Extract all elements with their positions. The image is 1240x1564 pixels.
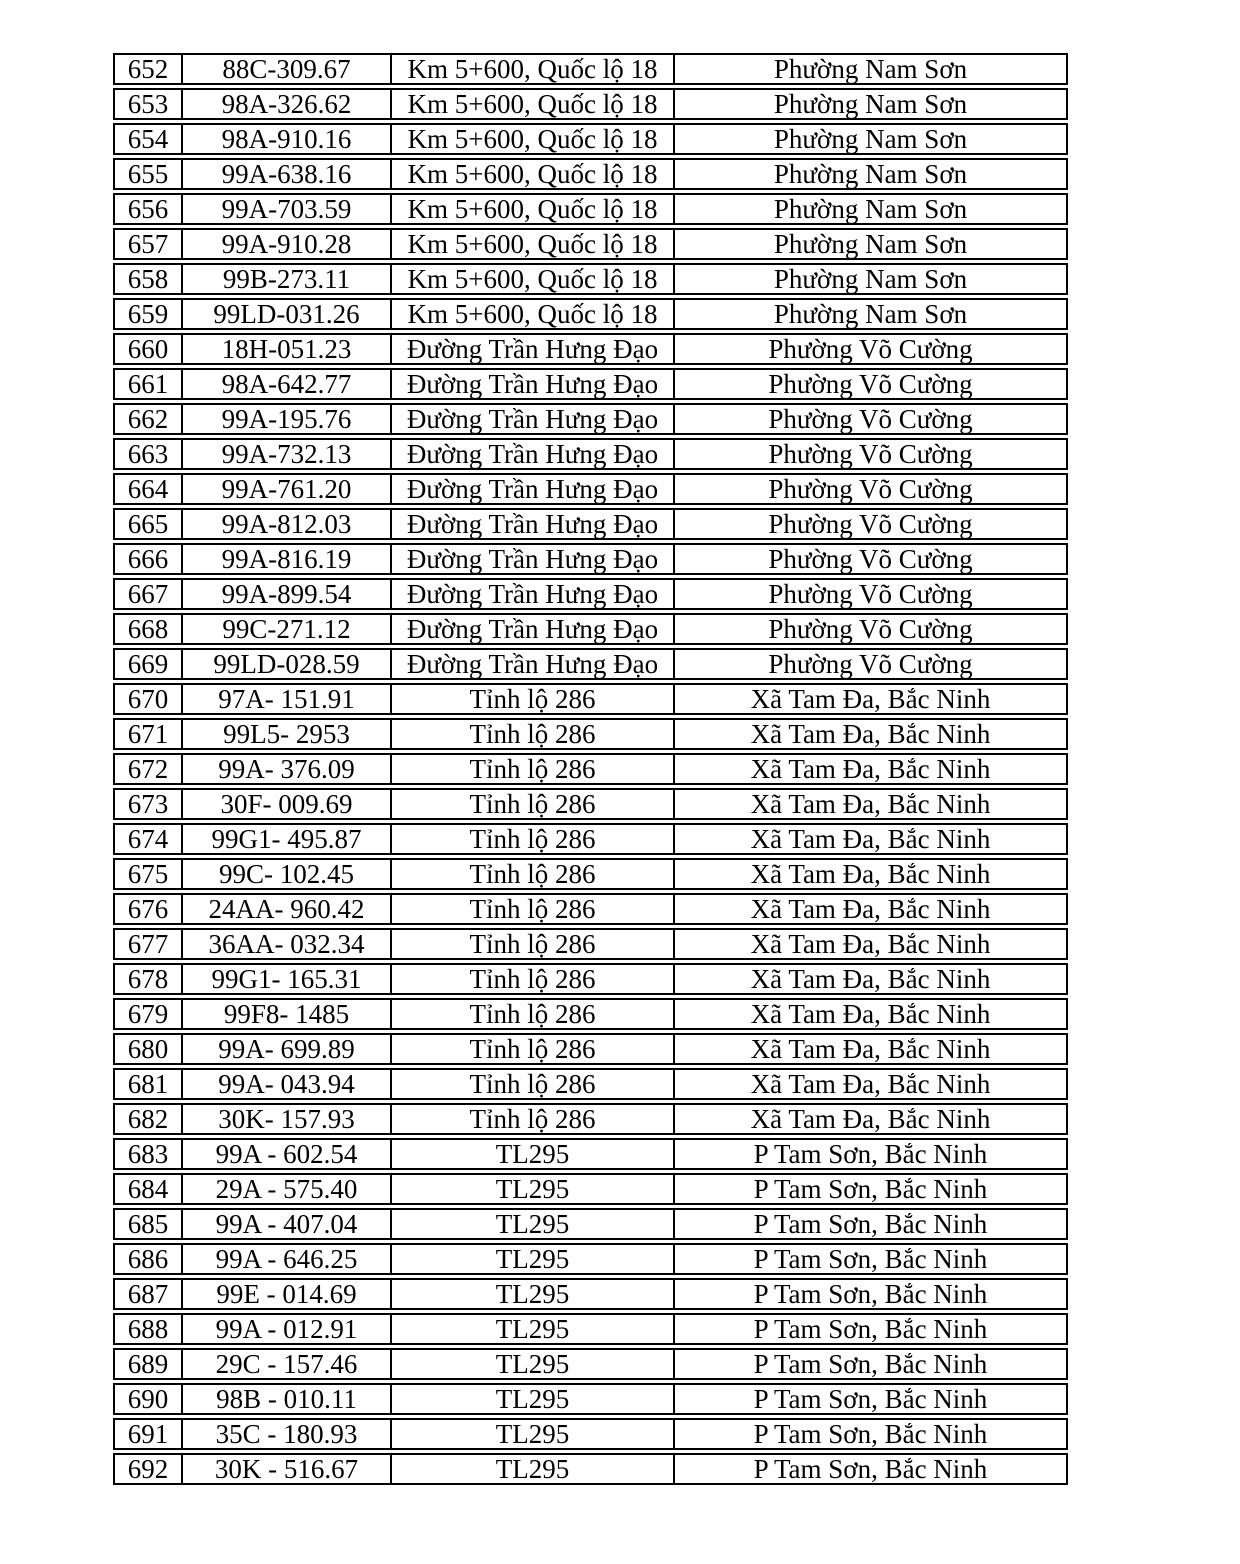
street-location-cell: TL295 (392, 1418, 675, 1450)
row-number-cell: 688 (113, 1313, 183, 1345)
street-location-cell: TL295 (392, 1208, 675, 1240)
table-row (113, 263, 1068, 295)
row-number-cell: 674 (113, 823, 183, 855)
row-number-cell: 690 (113, 1383, 183, 1415)
ward-locality-cell: Phường Võ Cường (675, 508, 1068, 540)
row-number-cell: 664 (113, 473, 183, 505)
ward-locality-cell: Xã Tam Đa, Bắc Ninh (675, 1103, 1068, 1135)
row-number-cell: 653 (113, 88, 183, 120)
row-number-cell: 660 (113, 333, 183, 365)
street-location-cell: TL295 (392, 1313, 675, 1345)
ward-locality-cell: Xã Tam Đa, Bắc Ninh (675, 823, 1068, 855)
license-plate-cell: 29C - 157.46 (183, 1348, 392, 1380)
vehicle-list-table (113, 50, 1068, 1488)
table-row (113, 1033, 1068, 1065)
table-row (113, 1348, 1068, 1380)
license-plate-cell: 99A - 012.91 (183, 1313, 392, 1345)
street-location-cell: Đường Trần Hưng Đạo (392, 368, 675, 400)
table-row (113, 1068, 1068, 1100)
table-body (113, 53, 1068, 1485)
license-plate-cell: 99A-761.20 (183, 473, 392, 505)
table-row (113, 718, 1068, 750)
street-location-cell: Đường Trần Hưng Đạo (392, 648, 675, 680)
table-row (113, 88, 1068, 120)
license-plate-cell: 99A - 407.04 (183, 1208, 392, 1240)
street-location-cell: Km 5+600, Quốc lộ 18 (392, 193, 675, 225)
street-location-cell: Km 5+600, Quốc lộ 18 (392, 158, 675, 190)
row-number-cell: 679 (113, 998, 183, 1030)
license-plate-cell: 99G1- 495.87 (183, 823, 392, 855)
ward-locality-cell: Xã Tam Đa, Bắc Ninh (675, 753, 1068, 785)
street-location-cell: TL295 (392, 1348, 675, 1380)
ward-locality-cell: Phường Võ Cường (675, 543, 1068, 575)
street-location-cell: Đường Trần Hưng Đạo (392, 613, 675, 645)
row-number-cell: 670 (113, 683, 183, 715)
license-plate-cell: 99A- 376.09 (183, 753, 392, 785)
row-number-cell: 675 (113, 858, 183, 890)
table-row (113, 193, 1068, 225)
ward-locality-cell: Phường Nam Sơn (675, 228, 1068, 260)
row-number-cell: 684 (113, 1173, 183, 1205)
license-plate-cell: 98A-910.16 (183, 123, 392, 155)
license-plate-cell: 99A-732.13 (183, 438, 392, 470)
row-number-cell: 691 (113, 1418, 183, 1450)
ward-locality-cell: Phường Võ Cường (675, 613, 1068, 645)
table-row (113, 53, 1068, 85)
ward-locality-cell: P Tam Sơn, Bắc Ninh (675, 1418, 1068, 1450)
row-number-cell: 677 (113, 928, 183, 960)
row-number-cell: 689 (113, 1348, 183, 1380)
street-location-cell: Tỉnh lộ 286 (392, 788, 675, 820)
license-plate-cell: 98B - 010.11 (183, 1383, 392, 1415)
table-row (113, 1103, 1068, 1135)
license-plate-cell: 35C - 180.93 (183, 1418, 392, 1450)
row-number-cell: 682 (113, 1103, 183, 1135)
row-number-cell: 687 (113, 1278, 183, 1310)
ward-locality-cell: Phường Nam Sơn (675, 263, 1068, 295)
table-row (113, 753, 1068, 785)
table-row (113, 1453, 1068, 1485)
street-location-cell: Đường Trần Hưng Đạo (392, 438, 675, 470)
table-row (113, 1418, 1068, 1450)
street-location-cell: Tỉnh lộ 286 (392, 1033, 675, 1065)
ward-locality-cell: P Tam Sơn, Bắc Ninh (675, 1453, 1068, 1485)
license-plate-cell: 99F8- 1485 (183, 998, 392, 1030)
table-row (113, 123, 1068, 155)
street-location-cell: Tỉnh lộ 286 (392, 1103, 675, 1135)
street-location-cell: Tỉnh lộ 286 (392, 718, 675, 750)
license-plate-cell: 29A - 575.40 (183, 1173, 392, 1205)
street-location-cell: Đường Trần Hưng Đạo (392, 578, 675, 610)
ward-locality-cell: Xã Tam Đa, Bắc Ninh (675, 963, 1068, 995)
ward-locality-cell: Phường Nam Sơn (675, 193, 1068, 225)
table-row (113, 1208, 1068, 1240)
table-row (113, 403, 1068, 435)
row-number-cell: 692 (113, 1453, 183, 1485)
row-number-cell: 658 (113, 263, 183, 295)
table-row (113, 1383, 1068, 1415)
street-location-cell: Km 5+600, Quốc lộ 18 (392, 298, 675, 330)
ward-locality-cell: Phường Võ Cường (675, 403, 1068, 435)
row-number-cell: 661 (113, 368, 183, 400)
table-row (113, 508, 1068, 540)
license-plate-cell: 88C-309.67 (183, 53, 392, 85)
license-plate-cell: 30K - 516.67 (183, 1453, 392, 1485)
license-plate-cell: 99A - 602.54 (183, 1138, 392, 1170)
license-plate-cell: 24AA- 960.42 (183, 893, 392, 925)
street-location-cell: TL295 (392, 1138, 675, 1170)
license-plate-cell: 98A-326.62 (183, 88, 392, 120)
ward-locality-cell: P Tam Sơn, Bắc Ninh (675, 1243, 1068, 1275)
row-number-cell: 665 (113, 508, 183, 540)
street-location-cell: Tỉnh lộ 286 (392, 683, 675, 715)
row-number-cell: 683 (113, 1138, 183, 1170)
table-row (113, 368, 1068, 400)
table-row (113, 438, 1068, 470)
ward-locality-cell: Phường Võ Cường (675, 368, 1068, 400)
table-row (113, 1278, 1068, 1310)
ward-locality-cell: P Tam Sơn, Bắc Ninh (675, 1313, 1068, 1345)
license-plate-cell: 99G1- 165.31 (183, 963, 392, 995)
row-number-cell: 678 (113, 963, 183, 995)
table-row (113, 683, 1068, 715)
ward-locality-cell: Phường Võ Cường (675, 578, 1068, 610)
row-number-cell: 659 (113, 298, 183, 330)
ward-locality-cell: Phường Nam Sơn (675, 53, 1068, 85)
table-row (113, 788, 1068, 820)
license-plate-cell: 99LD-028.59 (183, 648, 392, 680)
street-location-cell: TL295 (392, 1383, 675, 1415)
row-number-cell: 657 (113, 228, 183, 260)
license-plate-cell: 99C-271.12 (183, 613, 392, 645)
street-location-cell: Km 5+600, Quốc lộ 18 (392, 228, 675, 260)
license-plate-cell: 99A-812.03 (183, 508, 392, 540)
row-number-cell: 663 (113, 438, 183, 470)
street-location-cell: TL295 (392, 1278, 675, 1310)
table-row (113, 963, 1068, 995)
row-number-cell: 669 (113, 648, 183, 680)
street-location-cell: Tỉnh lộ 286 (392, 893, 675, 925)
street-location-cell: Tỉnh lộ 286 (392, 753, 675, 785)
license-plate-cell: 30K- 157.93 (183, 1103, 392, 1135)
license-plate-cell: 99A- 043.94 (183, 1068, 392, 1100)
row-number-cell: 680 (113, 1033, 183, 1065)
table-row (113, 1138, 1068, 1170)
row-number-cell: 652 (113, 53, 183, 85)
ward-locality-cell: Xã Tam Đa, Bắc Ninh (675, 788, 1068, 820)
street-location-cell: Tỉnh lộ 286 (392, 858, 675, 890)
table-row (113, 473, 1068, 505)
ward-locality-cell: P Tam Sơn, Bắc Ninh (675, 1138, 1068, 1170)
row-number-cell: 654 (113, 123, 183, 155)
ward-locality-cell: P Tam Sơn, Bắc Ninh (675, 1208, 1068, 1240)
row-number-cell: 681 (113, 1068, 183, 1100)
table-row (113, 578, 1068, 610)
license-plate-cell: 99LD-031.26 (183, 298, 392, 330)
ward-locality-cell: Xã Tam Đa, Bắc Ninh (675, 928, 1068, 960)
row-number-cell: 667 (113, 578, 183, 610)
license-plate-cell: 99A-195.76 (183, 403, 392, 435)
street-location-cell: Đường Trần Hưng Đạo (392, 508, 675, 540)
ward-locality-cell: Phường Võ Cường (675, 333, 1068, 365)
ward-locality-cell: Phường Nam Sơn (675, 158, 1068, 190)
license-plate-cell: 99A-899.54 (183, 578, 392, 610)
table-row (113, 613, 1068, 645)
street-location-cell: Tỉnh lộ 286 (392, 928, 675, 960)
street-location-cell: Tỉnh lộ 286 (392, 963, 675, 995)
license-plate-cell: 99A-910.28 (183, 228, 392, 260)
license-plate-cell: 99A - 646.25 (183, 1243, 392, 1275)
ward-locality-cell: P Tam Sơn, Bắc Ninh (675, 1348, 1068, 1380)
row-number-cell: 656 (113, 193, 183, 225)
row-number-cell: 686 (113, 1243, 183, 1275)
street-location-cell: Km 5+600, Quốc lộ 18 (392, 123, 675, 155)
table-row (113, 543, 1068, 575)
license-plate-cell: 99A-816.19 (183, 543, 392, 575)
license-plate-cell: 99E - 014.69 (183, 1278, 392, 1310)
table-row (113, 858, 1068, 890)
row-number-cell: 666 (113, 543, 183, 575)
ward-locality-cell: Phường Nam Sơn (675, 298, 1068, 330)
license-plate-cell: 99A-638.16 (183, 158, 392, 190)
table-row (113, 928, 1068, 960)
table-row (113, 1173, 1068, 1205)
street-location-cell: TL295 (392, 1243, 675, 1275)
license-plate-cell: 99A-703.59 (183, 193, 392, 225)
ward-locality-cell: Phường Võ Cường (675, 648, 1068, 680)
license-plate-cell: 98A-642.77 (183, 368, 392, 400)
ward-locality-cell: Phường Võ Cường (675, 438, 1068, 470)
table-row (113, 228, 1068, 260)
license-plate-cell: 36AA- 032.34 (183, 928, 392, 960)
street-location-cell: Tỉnh lộ 286 (392, 998, 675, 1030)
license-plate-cell: 30F- 009.69 (183, 788, 392, 820)
license-plate-cell: 99L5- 2953 (183, 718, 392, 750)
ward-locality-cell: P Tam Sơn, Bắc Ninh (675, 1383, 1068, 1415)
license-plate-cell: 99A- 699.89 (183, 1033, 392, 1065)
license-plate-cell: 97A- 151.91 (183, 683, 392, 715)
ward-locality-cell: P Tam Sơn, Bắc Ninh (675, 1278, 1068, 1310)
street-location-cell: TL295 (392, 1173, 675, 1205)
street-location-cell: TL295 (392, 1453, 675, 1485)
table-row (113, 333, 1068, 365)
street-location-cell: Đường Trần Hưng Đạo (392, 543, 675, 575)
street-location-cell: Km 5+600, Quốc lộ 18 (392, 263, 675, 295)
license-plate-cell: 99B-273.11 (183, 263, 392, 295)
row-number-cell: 685 (113, 1208, 183, 1240)
ward-locality-cell: Xã Tam Đa, Bắc Ninh (675, 858, 1068, 890)
table-row (113, 1243, 1068, 1275)
ward-locality-cell: Phường Nam Sơn (675, 88, 1068, 120)
row-number-cell: 655 (113, 158, 183, 190)
ward-locality-cell: Xã Tam Đa, Bắc Ninh (675, 893, 1068, 925)
ward-locality-cell: Xã Tam Đa, Bắc Ninh (675, 683, 1068, 715)
ward-locality-cell: Xã Tam Đa, Bắc Ninh (675, 718, 1068, 750)
ward-locality-cell: Xã Tam Đa, Bắc Ninh (675, 998, 1068, 1030)
street-location-cell: Tỉnh lộ 286 (392, 823, 675, 855)
row-number-cell: 672 (113, 753, 183, 785)
table-row (113, 648, 1068, 680)
ward-locality-cell: Phường Võ Cường (675, 473, 1068, 505)
table-row (113, 1313, 1068, 1345)
row-number-cell: 673 (113, 788, 183, 820)
row-number-cell: 671 (113, 718, 183, 750)
ward-locality-cell: Phường Nam Sơn (675, 123, 1068, 155)
street-location-cell: Đường Trần Hưng Đạo (392, 473, 675, 505)
street-location-cell: Đường Trần Hưng Đạo (392, 403, 675, 435)
license-plate-cell: 18H-051.23 (183, 333, 392, 365)
ward-locality-cell: Xã Tam Đa, Bắc Ninh (675, 1068, 1068, 1100)
row-number-cell: 668 (113, 613, 183, 645)
street-location-cell: Tỉnh lộ 286 (392, 1068, 675, 1100)
table-row (113, 823, 1068, 855)
license-plate-cell: 99C- 102.45 (183, 858, 392, 890)
ward-locality-cell: P Tam Sơn, Bắc Ninh (675, 1173, 1068, 1205)
row-number-cell: 676 (113, 893, 183, 925)
street-location-cell: Km 5+600, Quốc lộ 18 (392, 88, 675, 120)
row-number-cell: 662 (113, 403, 183, 435)
ward-locality-cell: Xã Tam Đa, Bắc Ninh (675, 1033, 1068, 1065)
table-row (113, 998, 1068, 1030)
table-row (113, 893, 1068, 925)
table-row (113, 298, 1068, 330)
street-location-cell: Đường Trần Hưng Đạo (392, 333, 675, 365)
table-row (113, 158, 1068, 190)
street-location-cell: Km 5+600, Quốc lộ 18 (392, 53, 675, 85)
